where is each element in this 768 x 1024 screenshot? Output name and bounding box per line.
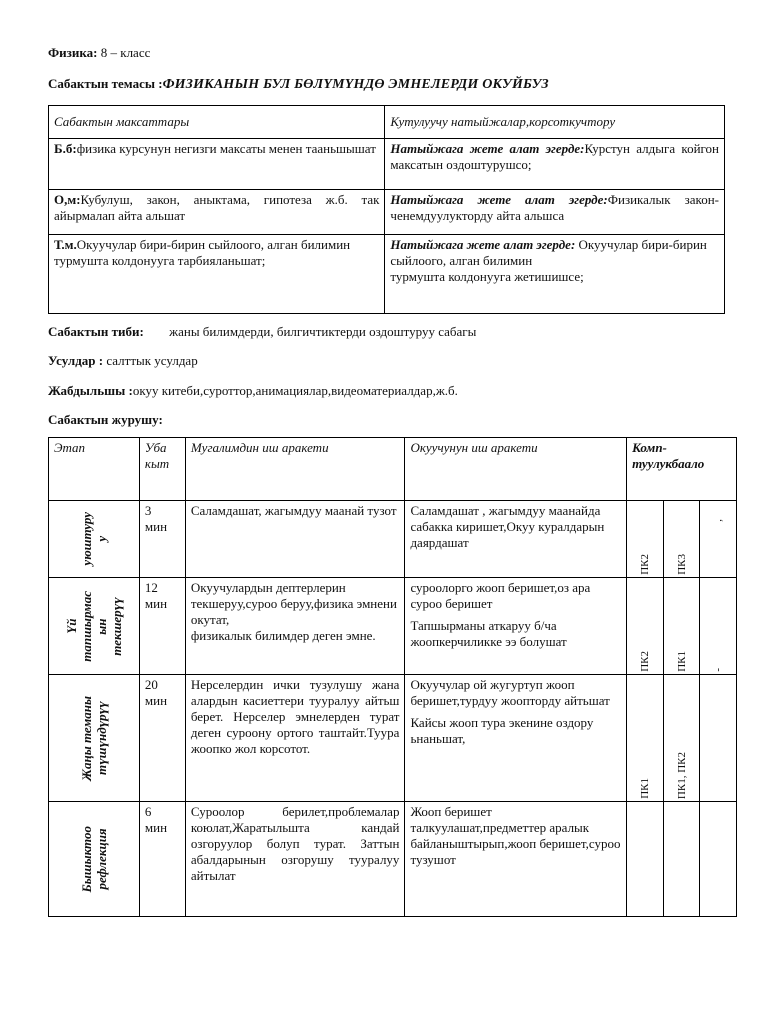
topic-label: Сабактын темасы : — [48, 76, 163, 91]
stage-cell — [49, 578, 140, 675]
equipment-label: Жабдыльшы : — [48, 383, 133, 398]
equipment-line — [48, 383, 458, 399]
goal-text: Кубулуш, закон, аныктама, гипотеза ж.б. так айырмалап айта альшат — [54, 192, 380, 223]
lesson-flow-table — [48, 437, 737, 917]
flow-header-row — [49, 438, 737, 501]
goals-header-left: Сабактын максаттары — [49, 106, 385, 139]
stage-label: уюштуру у — [78, 512, 109, 566]
teacher-cell: Окуучулардын дептерлерин текшеруу,суроо беруу,физика эмнени окутат, физикалык билимдер деген эмне. — [185, 578, 405, 675]
lesson-type-label: Сабактын тиби: — [48, 324, 144, 339]
goal-text: физика курсунун негизги максаты менен тааньшышат — [76, 141, 376, 156]
competence-cell — [627, 802, 664, 917]
student-cell: Жооп беришет талкуулашат,предметтер аралык байланыштырып,жооп беришет,суроо тузушот — [405, 802, 627, 917]
result-text: Окуучулар бири-бирин сыйлоого, алган билимин — [390, 237, 707, 268]
goal-label: Б.б: — [54, 141, 77, 156]
goals-header-right: Кутулуучу натыйжалар,корсоткучтору — [385, 106, 725, 139]
stage-label: Бышыктоо рефлекция — [78, 825, 109, 893]
goal-text: Окуучулар бири-бирин сыйлоого, алган билимин — [76, 237, 351, 252]
competence-cell: - — [700, 578, 737, 675]
subject-label: Физика: — [48, 45, 98, 60]
result-label: Натыйжага жете алат эгерде: — [390, 237, 576, 252]
time-cell: 12 мин — [139, 578, 185, 675]
goals-cell-right — [385, 190, 725, 235]
result-text: Курстун алдыга койгон максатын оздоштурушсо; — [390, 141, 719, 172]
competence-cell: , — [700, 501, 737, 578]
competence-cell — [700, 675, 737, 802]
student-cell: Окуучулар ой жугуртуп жооп беришет,турдуу жоопторду айтьшат Кайсы жооп тура экенине оздору ьнаньшат, — [405, 675, 627, 802]
goal-label: О,м: — [54, 192, 81, 207]
student-cell: Саламдашат , жагымдуу маанайда сабакка киришет,Окуу куралдарын даярдашат — [405, 501, 627, 578]
topic-line — [48, 76, 549, 93]
methods-value: салттык усулдар — [106, 353, 198, 368]
topic-value: ФИЗИКАНЫН БУЛ БӨЛҮМҮНДӨ ЭМНЕЛЕРДИ ОКУЙБУЗ — [162, 77, 549, 92]
stage-label: Үй тапшырмас ын текшерүү — [63, 590, 124, 662]
goal-text: турмушта колдонууга тарбияланьшат; — [54, 253, 266, 268]
goals-cell-right — [385, 235, 725, 314]
competence-cell: ПК2 — [627, 578, 664, 675]
table-row — [49, 578, 737, 675]
lesson-type-value: жаны билимдерди, билгичтиктерди оздоштуруу сабагы — [169, 324, 477, 339]
result-label: Натыйжага жете алат эгерде: — [390, 192, 608, 207]
time-cell: 20 мин — [139, 675, 185, 802]
subject-line — [48, 45, 150, 61]
table-row — [49, 501, 737, 578]
goals-cell-left — [49, 139, 385, 190]
goals-table — [48, 105, 725, 314]
goals-row — [49, 190, 725, 235]
header-stage: Этап — [49, 438, 140, 501]
competence-cell: ПК1 — [664, 578, 700, 675]
teacher-cell: Нерселердин ички тузулушу жана алардын касиеттери тууралуу айтьш берет. Нерселер эмнелерден турат деген суроону ортого таштайт.Туура жоопко жол корсотот. — [185, 675, 405, 802]
goals-row — [49, 235, 725, 314]
header-competence: Комп-туулукбаало — [627, 438, 737, 501]
table-row — [49, 675, 737, 802]
student-cell: суроолорго жооп беришет,оз ара суроо беришет Тапшырманы аткаруу б/ча жоопкерчиликке ээ болушат — [405, 578, 627, 675]
header-teacher: Мугалимдин иш аракети — [185, 438, 405, 501]
header-student: Окуучунун иш аракети — [405, 438, 627, 501]
teacher-cell: Саламдашат, жагымдуу маанай тузот — [185, 501, 405, 578]
result-text: Физикалык закон-ченемдуулукторду айта альшса — [390, 192, 719, 223]
equipment-value: окуу китеби,суроттор,анимациялар,видеоматериалдар,ж.б. — [132, 383, 458, 398]
methods-label: Усулдар : — [48, 353, 104, 368]
result-text: турмушта колдонууга жетишишсе; — [390, 269, 584, 284]
result-label: Натыйжага жете алат эгерде: — [390, 141, 585, 156]
stage-label: Жаңы теманы түшүндүрүү — [78, 695, 109, 781]
table-row — [49, 802, 737, 917]
competence-cell — [700, 802, 737, 917]
stage-cell — [49, 675, 140, 802]
goals-header-row — [49, 106, 725, 139]
stage-cell — [49, 501, 140, 578]
header-time: Уба кыт — [139, 438, 185, 501]
competence-cell: ПК1 — [627, 675, 664, 802]
methods-line — [48, 353, 198, 369]
time-cell: 6 мин — [139, 802, 185, 917]
grade-value: 8 – класс — [100, 45, 151, 60]
lesson-type-line — [48, 324, 476, 340]
goals-cell-left — [49, 190, 385, 235]
competence-cell: ПК3 — [664, 501, 700, 578]
competence-cell — [664, 802, 700, 917]
goals-cell-right — [385, 139, 725, 190]
flow-title: Сабактын журушу: — [48, 412, 163, 427]
teacher-cell: Суроолор берилет,проблемалар коюлат,Жаратыльшта кандай озгоруулор болуп турат. Заттын абалдарынын озгорушу тууралуу айтылат — [185, 802, 405, 917]
goals-row — [49, 139, 725, 190]
competence-cell: ПК1, ПК2 — [664, 675, 700, 802]
time-cell: 3 мин — [139, 501, 185, 578]
goal-label: Т.м. — [54, 237, 77, 252]
competence-cell: ПК2 — [627, 501, 664, 578]
stage-cell — [49, 802, 140, 917]
goals-cell-left — [49, 235, 385, 314]
